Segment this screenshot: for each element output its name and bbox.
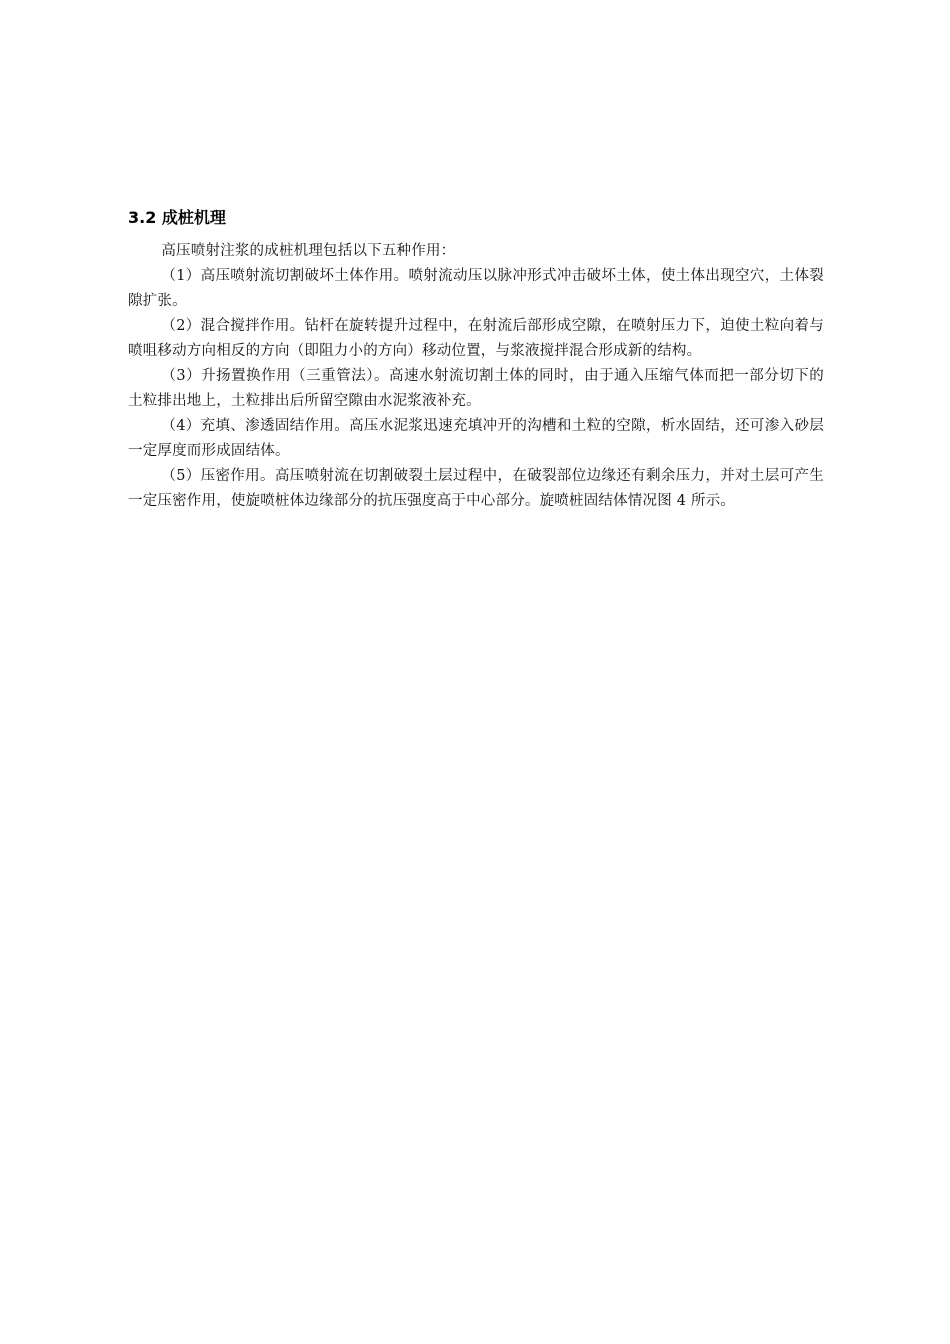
section-heading: 3.2 成桩机理 <box>128 208 226 227</box>
paragraph-item-1: （1）高压喷射流切割破坏土体作用。喷射流动压以脉冲形式冲击破坏土体，使土体出现空穴，土体裂隙扩张。 <box>128 268 824 309</box>
section-3-2 <box>128 206 824 514</box>
paragraph-item-2: （2）混合搅拌作用。钻杆在旋转提升过程中，在射流后部形成空隙，在喷射压力下，迫使土粒向着与喷咀移动方向相反的方向（即阻力小的方向）移动位置，与浆液搅拌混合形成新的结构。 <box>128 318 824 359</box>
paragraph-item-3: （3）升扬置换作用（三重管法）。高速水射流切割土体的同时，由于通入压缩气体而把一部分切下的土粒排出地上，土粒排出后所留空隙由水泥浆液补充。 <box>128 368 824 409</box>
paragraph-intro: 高压喷射注浆的成桩机理包括以下五种作用： <box>161 243 456 259</box>
paragraph-item-5: （5）压密作用。高压喷射流在切割破裂土层过程中，在破裂部位边缘还有剩余压力，并对土层可产生一定压密作用，使旋喷桩体边缘部分的抗压强度高于中心部分。旋喷桩固结体情况图 4 所示。 <box>128 468 824 509</box>
paragraph-item-4: （4）充填、渗透固结作用。高压水泥浆迅速充填冲开的沟槽和土粒的空隙，析水固结，还可渗入砂层一定厚度而形成固结体。 <box>128 418 824 459</box>
